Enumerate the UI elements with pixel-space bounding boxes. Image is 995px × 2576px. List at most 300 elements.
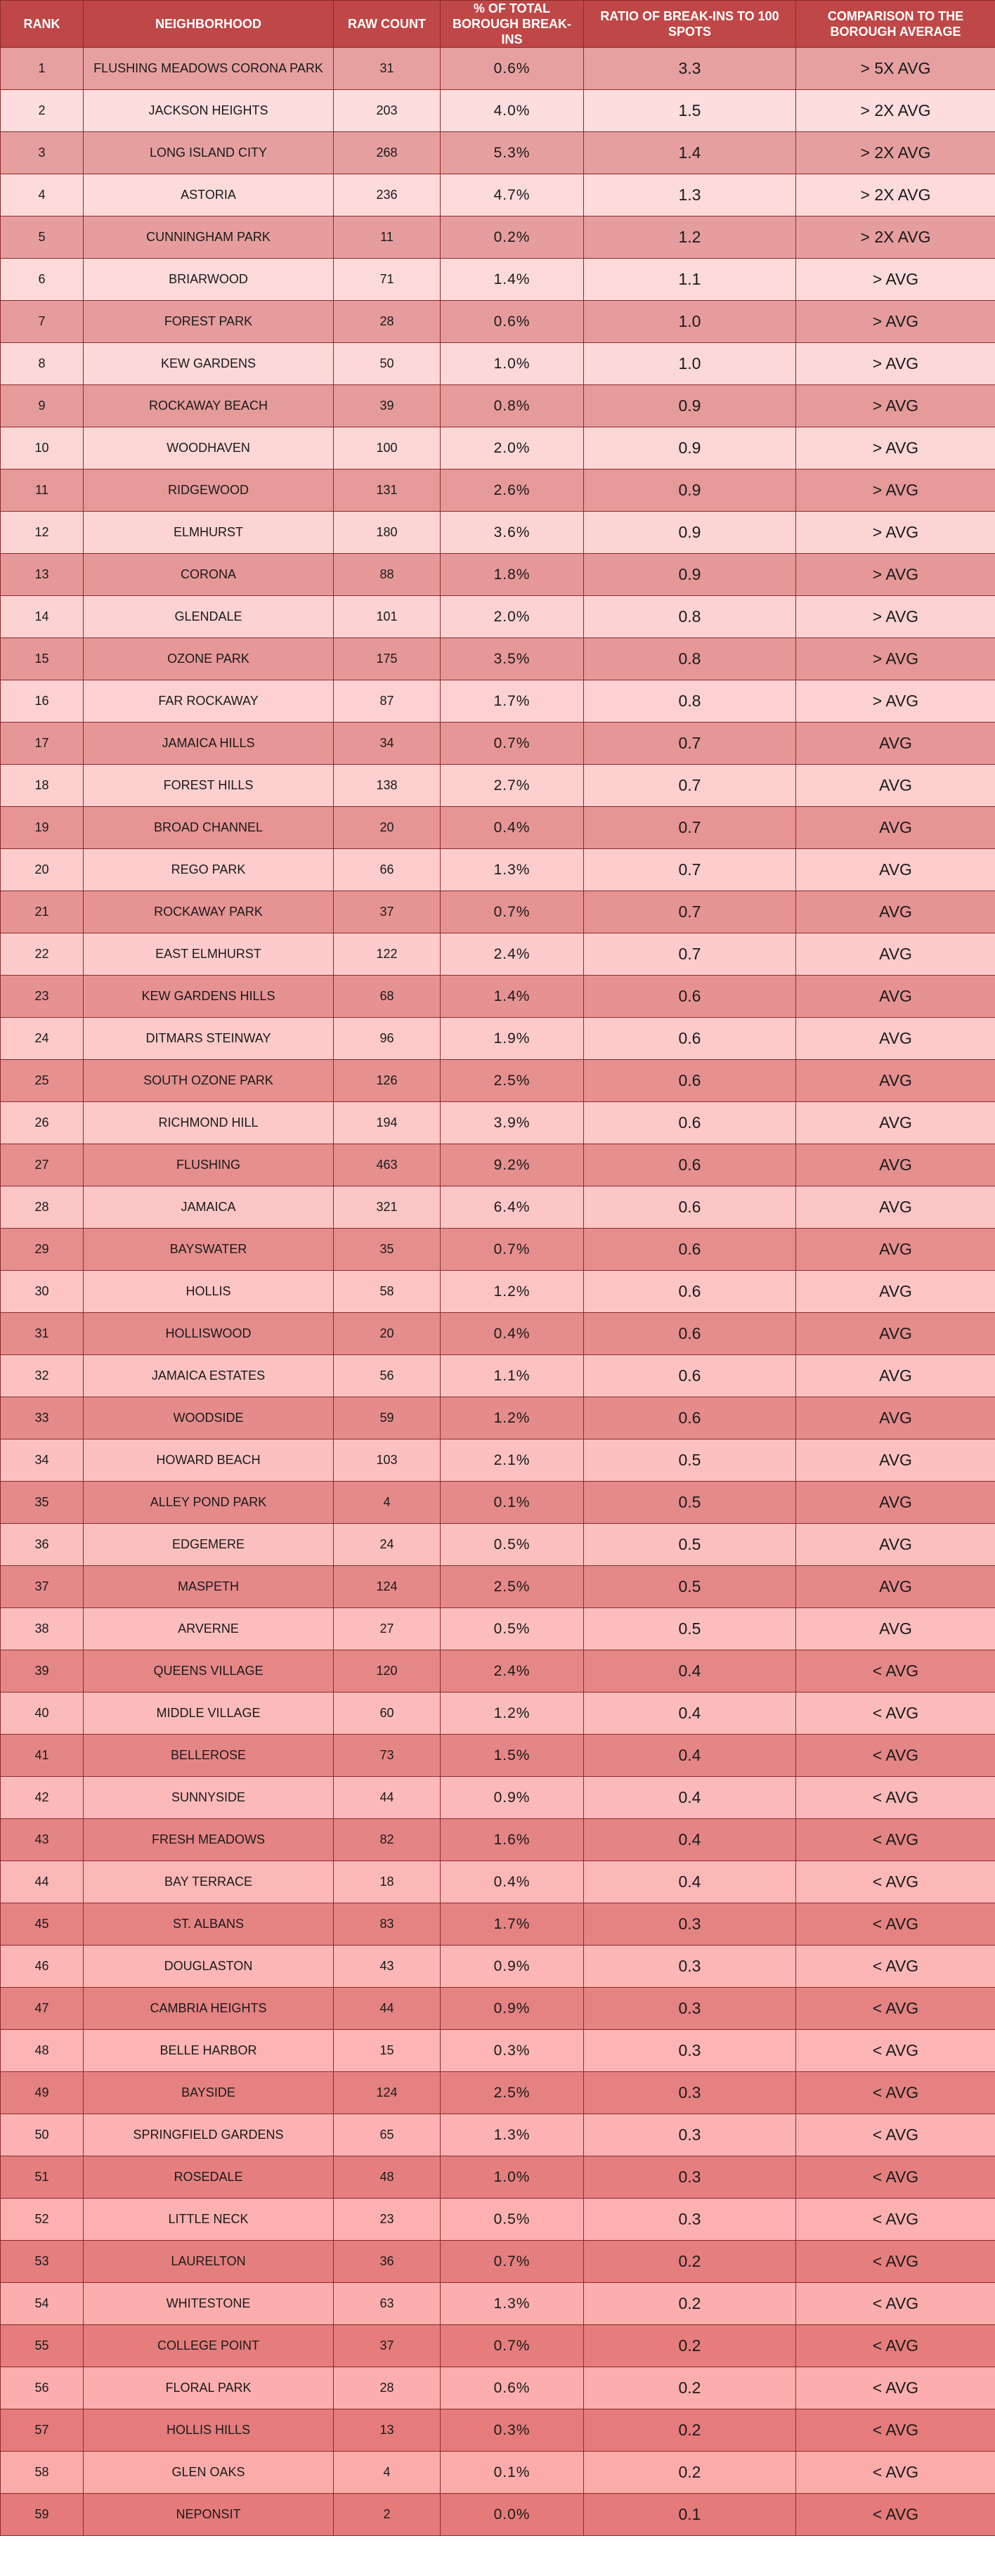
rank-cell: 22 [1, 933, 84, 976]
rank-cell: 59 [1, 2494, 84, 2536]
pct-total-cell: 1.4% [441, 976, 584, 1018]
neighborhood-cell: ROCKAWAY PARK [84, 891, 334, 933]
neighborhood-cell: HOLLIS [84, 1271, 334, 1313]
pct-total-cell: 0.5% [441, 1608, 584, 1650]
raw-count-cell: 180 [334, 512, 441, 554]
raw-count-cell: 124 [334, 2072, 441, 2114]
neighborhood-cell: FRESH MEADOWS [84, 1819, 334, 1861]
table-row [1, 343, 995, 385]
comparison-cell: > 2X AVG [796, 216, 995, 259]
raw-count-cell: 31 [334, 48, 441, 90]
pct-total-cell: 1.7% [441, 680, 584, 723]
raw-count-cell: 88 [334, 554, 441, 596]
ratio-cell: 0.6 [584, 1229, 796, 1271]
raw-count-cell: 20 [334, 807, 441, 849]
rank-cell: 26 [1, 1102, 84, 1144]
table-row [1, 2030, 995, 2072]
pct-total-cell: 0.7% [441, 891, 584, 933]
raw-count-cell: 73 [334, 1735, 441, 1777]
neighborhood-cell: LAURELTON [84, 2241, 334, 2283]
table-row [1, 216, 995, 259]
pct-total-cell: 3.6% [441, 512, 584, 554]
neighborhood-cell: ROSEDALE [84, 2156, 334, 2199]
pct-total-cell: 1.8% [441, 554, 584, 596]
pct-total-cell: 0.3% [441, 2030, 584, 2072]
neighborhood-cell: QUEENS VILLAGE [84, 1650, 334, 1692]
neighborhood-cell: RIDGEWOOD [84, 470, 334, 512]
table-row [1, 1313, 995, 1355]
pct-total-cell: 0.8% [441, 385, 584, 427]
ratio-cell: 0.8 [584, 680, 796, 723]
comparison-cell: < AVG [796, 1903, 995, 1946]
comparison-cell: AVG [796, 849, 995, 891]
pct-total-cell: 0.5% [441, 1524, 584, 1566]
neighborhood-cell: ARVERNE [84, 1608, 334, 1650]
ratio-cell: 0.4 [584, 1861, 796, 1903]
table-row [1, 1229, 995, 1271]
pct-total-cell: 1.5% [441, 1735, 584, 1777]
table-row [1, 2156, 995, 2199]
ratio-cell: 0.6 [584, 1186, 796, 1229]
pct-total-cell: 2.0% [441, 427, 584, 470]
comparison-cell: > AVG [796, 680, 995, 723]
ratio-cell: 0.6 [584, 1271, 796, 1313]
ratio-cell: 0.3 [584, 1988, 796, 2030]
neighborhood-cell: FLUSHING [84, 1144, 334, 1186]
ratio-cell: 0.2 [584, 2325, 796, 2367]
raw-count-cell: 96 [334, 1018, 441, 1060]
table-row [1, 1271, 995, 1313]
table-row [1, 470, 995, 512]
table-row [1, 2494, 995, 2536]
raw-count-cell: 48 [334, 2156, 441, 2199]
neighborhood-cell: FLUSHING MEADOWS CORONA PARK [84, 48, 334, 90]
neighborhood-cell: JAMAICA HILLS [84, 723, 334, 765]
raw-count-cell: 34 [334, 723, 441, 765]
comparison-cell: AVG [796, 1566, 995, 1608]
table-row [1, 680, 995, 723]
comparison-cell: < AVG [796, 2494, 995, 2536]
ratio-cell: 0.6 [584, 976, 796, 1018]
comparison-cell: > 2X AVG [796, 90, 995, 132]
neighborhood-cell: EDGEMERE [84, 1524, 334, 1566]
neighborhood-cell: CUNNINGHAM PARK [84, 216, 334, 259]
header-rank: RANK [1, 1, 84, 48]
neighborhood-cell: SPRINGFIELD GARDENS [84, 2114, 334, 2156]
rank-cell: 48 [1, 2030, 84, 2072]
neighborhood-cell: ASTORIA [84, 174, 334, 216]
raw-count-cell: 126 [334, 1060, 441, 1102]
rank-cell: 37 [1, 1566, 84, 1608]
raw-count-cell: 463 [334, 1144, 441, 1186]
neighborhood-cell: REGO PARK [84, 849, 334, 891]
rank-cell: 8 [1, 343, 84, 385]
raw-count-cell: 44 [334, 1777, 441, 1819]
comparison-cell: AVG [796, 933, 995, 976]
ratio-cell: 0.3 [584, 1946, 796, 1988]
pct-total-cell: 1.0% [441, 343, 584, 385]
neighborhood-cell: ST. ALBANS [84, 1903, 334, 1946]
comparison-cell: AVG [796, 891, 995, 933]
ratio-cell: 0.9 [584, 470, 796, 512]
raw-count-cell: 56 [334, 1355, 441, 1397]
rank-cell: 58 [1, 2452, 84, 2494]
comparison-cell: < AVG [796, 2283, 995, 2325]
raw-count-cell: 13 [334, 2409, 441, 2452]
table-row [1, 2199, 995, 2241]
table-row [1, 849, 995, 891]
ratio-cell: 0.7 [584, 891, 796, 933]
ratio-cell: 1.4 [584, 132, 796, 174]
neighborhood-cell: COLLEGE POINT [84, 2325, 334, 2367]
pct-total-cell: 0.1% [441, 1482, 584, 1524]
neighborhood-cell: WHITESTONE [84, 2283, 334, 2325]
table-row [1, 933, 995, 976]
ratio-cell: 3.3 [584, 48, 796, 90]
raw-count-cell: 4 [334, 1482, 441, 1524]
rank-cell: 10 [1, 427, 84, 470]
comparison-cell: > AVG [796, 301, 995, 343]
ratio-cell: 0.4 [584, 1819, 796, 1861]
raw-count-cell: 27 [334, 1608, 441, 1650]
ratio-cell: 0.3 [584, 2114, 796, 2156]
raw-count-cell: 268 [334, 132, 441, 174]
comparison-cell: < AVG [796, 2030, 995, 2072]
ratio-cell: 1.5 [584, 90, 796, 132]
pct-total-cell: 3.9% [441, 1102, 584, 1144]
raw-count-cell: 39 [334, 385, 441, 427]
pct-total-cell: 0.3% [441, 2409, 584, 2452]
pct-total-cell: 0.6% [441, 48, 584, 90]
neighborhood-cell: HOLLIS HILLS [84, 2409, 334, 2452]
comparison-cell: AVG [796, 976, 995, 1018]
rank-cell: 47 [1, 1988, 84, 2030]
neighborhood-cell: NEPONSIT [84, 2494, 334, 2536]
pct-total-cell: 1.3% [441, 2114, 584, 2156]
header-pct-total: % OF TOTAL BOROUGH BREAK-INS [441, 1, 584, 48]
neighborhood-cell: JACKSON HEIGHTS [84, 90, 334, 132]
table-row [1, 1060, 995, 1102]
comparison-cell: < AVG [796, 1946, 995, 1988]
neighborhood-cell: BRIARWOOD [84, 259, 334, 301]
table-row [1, 132, 995, 174]
table-row [1, 807, 995, 849]
rank-cell: 19 [1, 807, 84, 849]
neighborhood-cell: JAMAICA [84, 1186, 334, 1229]
raw-count-cell: 15 [334, 2030, 441, 2072]
table-row [1, 638, 995, 680]
pct-total-cell: 1.2% [441, 1692, 584, 1735]
rank-cell: 36 [1, 1524, 84, 1566]
table-row [1, 976, 995, 1018]
pct-total-cell: 0.2% [441, 216, 584, 259]
table-row [1, 1608, 995, 1650]
rank-cell: 16 [1, 680, 84, 723]
raw-count-cell: 138 [334, 765, 441, 807]
comparison-cell: AVG [796, 1355, 995, 1397]
pct-total-cell: 0.9% [441, 1777, 584, 1819]
neighborhood-cell: ALLEY POND PARK [84, 1482, 334, 1524]
pct-total-cell: 0.7% [441, 2325, 584, 2367]
pct-total-cell: 1.7% [441, 1903, 584, 1946]
pct-total-cell: 2.5% [441, 1566, 584, 1608]
table-row [1, 554, 995, 596]
pct-total-cell: 2.1% [441, 1439, 584, 1482]
comparison-cell: AVG [796, 1439, 995, 1482]
table-row [1, 1018, 995, 1060]
raw-count-cell: 11 [334, 216, 441, 259]
rank-cell: 1 [1, 48, 84, 90]
raw-count-cell: 63 [334, 2283, 441, 2325]
pct-total-cell: 9.2% [441, 1144, 584, 1186]
rank-cell: 2 [1, 90, 84, 132]
rank-cell: 53 [1, 2241, 84, 2283]
table-row [1, 1650, 995, 1692]
neighborhood-cell: MASPETH [84, 1566, 334, 1608]
ratio-cell: 0.2 [584, 2409, 796, 2452]
neighborhood-cell: WOODHAVEN [84, 427, 334, 470]
pct-total-cell: 0.0% [441, 2494, 584, 2536]
pct-total-cell: 6.4% [441, 1186, 584, 1229]
ratio-cell: 0.6 [584, 1313, 796, 1355]
table-row [1, 1355, 995, 1397]
ratio-cell: 0.4 [584, 1650, 796, 1692]
comparison-cell: AVG [796, 1482, 995, 1524]
raw-count-cell: 18 [334, 1861, 441, 1903]
rank-cell: 5 [1, 216, 84, 259]
raw-count-cell: 194 [334, 1102, 441, 1144]
rank-cell: 56 [1, 2367, 84, 2409]
table-row [1, 765, 995, 807]
comparison-cell: > AVG [796, 512, 995, 554]
rank-cell: 44 [1, 1861, 84, 1903]
ratio-cell: 0.8 [584, 638, 796, 680]
raw-count-cell: 101 [334, 596, 441, 638]
comparison-cell: < AVG [796, 2072, 995, 2114]
raw-count-cell: 203 [334, 90, 441, 132]
rank-cell: 46 [1, 1946, 84, 1988]
neighborhood-cell: BELLE HARBOR [84, 2030, 334, 2072]
ratio-cell: 0.6 [584, 1060, 796, 1102]
rank-cell: 43 [1, 1819, 84, 1861]
ratio-cell: 0.3 [584, 2030, 796, 2072]
table-row [1, 2409, 995, 2452]
rank-cell: 51 [1, 2156, 84, 2199]
ratio-cell: 0.5 [584, 1482, 796, 1524]
pct-total-cell: 2.6% [441, 470, 584, 512]
raw-count-cell: 68 [334, 976, 441, 1018]
pct-total-cell: 0.6% [441, 301, 584, 343]
pct-total-cell: 0.7% [441, 1229, 584, 1271]
raw-count-cell: 20 [334, 1313, 441, 1355]
pct-total-cell: 1.0% [441, 2156, 584, 2199]
header-row [1, 1, 995, 48]
table-row [1, 1988, 995, 2030]
table-row [1, 1692, 995, 1735]
rank-cell: 7 [1, 301, 84, 343]
ratio-cell: 0.4 [584, 1777, 796, 1819]
comparison-cell: AVG [796, 1229, 995, 1271]
raw-count-cell: 36 [334, 2241, 441, 2283]
table-row [1, 48, 995, 90]
raw-count-cell: 120 [334, 1650, 441, 1692]
pct-total-cell: 0.5% [441, 2199, 584, 2241]
neighborhood-cell: MIDDLE VILLAGE [84, 1692, 334, 1735]
rank-cell: 12 [1, 512, 84, 554]
rank-cell: 50 [1, 2114, 84, 2156]
ratio-cell: 0.2 [584, 2241, 796, 2283]
pct-total-cell: 1.3% [441, 849, 584, 891]
comparison-cell: AVG [796, 1608, 995, 1650]
rank-cell: 3 [1, 132, 84, 174]
pct-total-cell: 2.5% [441, 2072, 584, 2114]
neighborhood-cell: LONG ISLAND CITY [84, 132, 334, 174]
comparison-cell: AVG [796, 1186, 995, 1229]
neighborhood-cell: CAMBRIA HEIGHTS [84, 1988, 334, 2030]
neighborhood-cell: HOWARD BEACH [84, 1439, 334, 1482]
table-row [1, 1903, 995, 1946]
rank-cell: 52 [1, 2199, 84, 2241]
pct-total-cell: 2.4% [441, 933, 584, 976]
raw-count-cell: 236 [334, 174, 441, 216]
table-row [1, 1566, 995, 1608]
ratio-cell: 0.7 [584, 933, 796, 976]
ratio-cell: 0.4 [584, 1735, 796, 1777]
raw-count-cell: 28 [334, 2367, 441, 2409]
raw-count-cell: 50 [334, 343, 441, 385]
neighborhood-cell: BELLEROSE [84, 1735, 334, 1777]
table-body [1, 48, 995, 2536]
rank-cell: 24 [1, 1018, 84, 1060]
neighborhood-cell: DITMARS STEINWAY [84, 1018, 334, 1060]
rank-cell: 9 [1, 385, 84, 427]
table-row [1, 596, 995, 638]
comparison-cell: AVG [796, 1018, 995, 1060]
comparison-cell: < AVG [796, 1819, 995, 1861]
ratio-cell: 0.9 [584, 554, 796, 596]
ratio-cell: 0.6 [584, 1102, 796, 1144]
rank-cell: 6 [1, 259, 84, 301]
ratio-cell: 0.4 [584, 1692, 796, 1735]
rank-cell: 45 [1, 1903, 84, 1946]
ratio-cell: 1.2 [584, 216, 796, 259]
pct-total-cell: 1.6% [441, 1819, 584, 1861]
raw-count-cell: 65 [334, 2114, 441, 2156]
table-row [1, 1777, 995, 1819]
raw-count-cell: 83 [334, 1903, 441, 1946]
raw-count-cell: 2 [334, 2494, 441, 2536]
comparison-cell: AVG [796, 1524, 995, 1566]
ratio-cell: 1.0 [584, 343, 796, 385]
raw-count-cell: 131 [334, 470, 441, 512]
neighborhood-cell: JAMAICA ESTATES [84, 1355, 334, 1397]
neighborhood-cell: SOUTH OZONE PARK [84, 1060, 334, 1102]
comparison-cell: AVG [796, 1397, 995, 1439]
pct-total-cell: 2.0% [441, 596, 584, 638]
neighborhood-cell: LITTLE NECK [84, 2199, 334, 2241]
table-row [1, 1735, 995, 1777]
table-header [1, 1, 995, 48]
comparison-cell: AVG [796, 1060, 995, 1102]
ratio-cell: 0.3 [584, 1903, 796, 1946]
neighborhood-cell: DOUGLASTON [84, 1946, 334, 1988]
comparison-cell: AVG [796, 1102, 995, 1144]
neighborhood-cell: BAYSWATER [84, 1229, 334, 1271]
ratio-cell: 0.7 [584, 765, 796, 807]
table-row [1, 1819, 995, 1861]
rank-cell: 54 [1, 2283, 84, 2325]
rank-cell: 40 [1, 1692, 84, 1735]
comparison-cell: > AVG [796, 554, 995, 596]
neighborhood-cell: EAST ELMHURST [84, 933, 334, 976]
comparison-cell: < AVG [796, 2367, 995, 2409]
raw-count-cell: 28 [334, 301, 441, 343]
pct-total-cell: 0.1% [441, 2452, 584, 2494]
raw-count-cell: 4 [334, 2452, 441, 2494]
raw-count-cell: 175 [334, 638, 441, 680]
neighborhood-cell: ELMHURST [84, 512, 334, 554]
rank-cell: 34 [1, 1439, 84, 1482]
comparison-cell: > 2X AVG [796, 132, 995, 174]
rank-cell: 42 [1, 1777, 84, 1819]
pct-total-cell: 0.4% [441, 1313, 584, 1355]
raw-count-cell: 60 [334, 1692, 441, 1735]
ratio-cell: 0.7 [584, 849, 796, 891]
comparison-cell: AVG [796, 807, 995, 849]
raw-count-cell: 37 [334, 2325, 441, 2367]
ratio-cell: 0.6 [584, 1018, 796, 1060]
comparison-cell: > AVG [796, 343, 995, 385]
ratio-cell: 0.5 [584, 1524, 796, 1566]
ratio-cell: 0.5 [584, 1608, 796, 1650]
neighborhood-cell: WOODSIDE [84, 1397, 334, 1439]
pct-total-cell: 2.4% [441, 1650, 584, 1692]
table-row [1, 723, 995, 765]
comparison-cell: < AVG [796, 1692, 995, 1735]
raw-count-cell: 87 [334, 680, 441, 723]
pct-total-cell: 0.4% [441, 1861, 584, 1903]
rank-cell: 39 [1, 1650, 84, 1692]
rank-cell: 14 [1, 596, 84, 638]
neighborhood-cell: OZONE PARK [84, 638, 334, 680]
table-row [1, 1524, 995, 1566]
neighborhood-cell: BAY TERRACE [84, 1861, 334, 1903]
ratio-cell: 0.3 [584, 2072, 796, 2114]
neighborhood-cell: ROCKAWAY BEACH [84, 385, 334, 427]
raw-count-cell: 122 [334, 933, 441, 976]
rank-cell: 17 [1, 723, 84, 765]
pct-total-cell: 0.9% [441, 1988, 584, 2030]
table-row [1, 1439, 995, 1482]
pct-total-cell: 0.4% [441, 807, 584, 849]
raw-count-cell: 82 [334, 1819, 441, 1861]
ratio-cell: 0.7 [584, 807, 796, 849]
neighborhood-cell: FOREST HILLS [84, 765, 334, 807]
table-row [1, 2452, 995, 2494]
rank-cell: 27 [1, 1144, 84, 1186]
neighborhood-cell: HOLLISWOOD [84, 1313, 334, 1355]
ratio-cell: 0.9 [584, 512, 796, 554]
table-row [1, 512, 995, 554]
ratio-cell: 0.3 [584, 2199, 796, 2241]
rank-cell: 31 [1, 1313, 84, 1355]
raw-count-cell: 43 [334, 1946, 441, 1988]
comparison-cell: < AVG [796, 1735, 995, 1777]
ratio-cell: 0.6 [584, 1397, 796, 1439]
ratio-cell: 0.1 [584, 2494, 796, 2536]
pct-total-cell: 2.5% [441, 1060, 584, 1102]
table-row [1, 1102, 995, 1144]
